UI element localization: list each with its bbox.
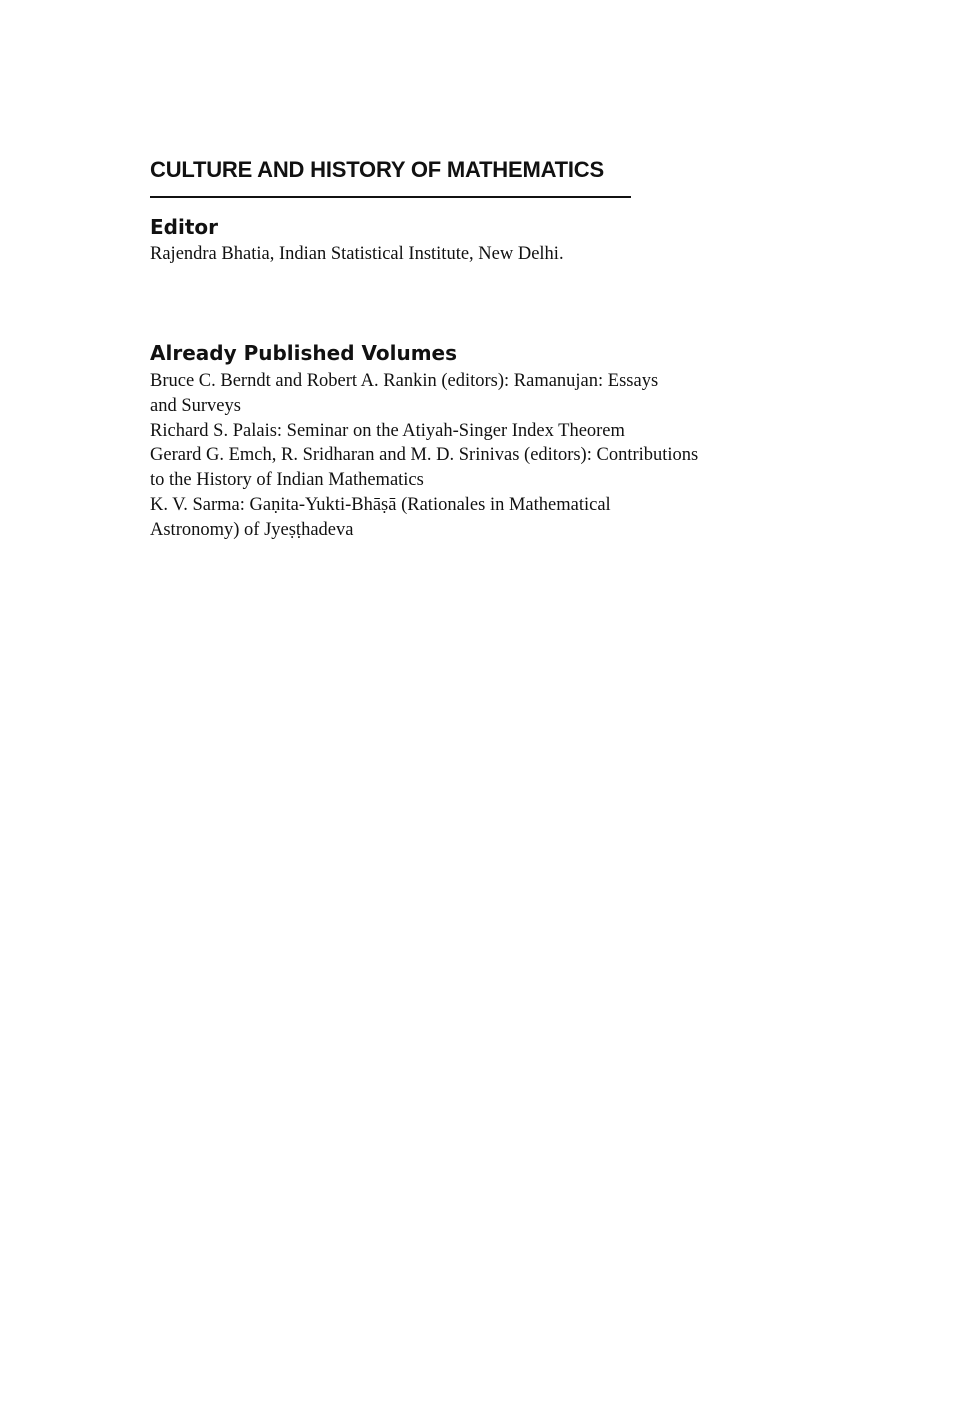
volume-line: to the History of Indian Mathematics	[150, 470, 424, 491]
volume-list	[150, 369, 698, 543]
volumes-heading: Already Published Volumes	[150, 341, 458, 365]
volume-line: Gerard G. Emch, R. Sridharan and M. D. Srinivas (editors): Contributions	[150, 445, 699, 466]
volume-line: Astronomy) of Jyeṣṭhadeva	[150, 519, 354, 540]
title-rule	[150, 196, 631, 198]
volume-item	[150, 369, 698, 419]
editor-heading: Editor	[150, 215, 218, 239]
volume-line: Bruce C. Berndt and Robert A. Rankin (editors): Ramanujan: Essays	[150, 371, 659, 391]
volume-item	[150, 493, 698, 543]
editor-name: Rajendra Bhatia, Indian Statistical Institute, New Delhi.	[150, 244, 564, 264]
volume-item	[150, 443, 698, 493]
series-title: CULTURE AND HISTORY OF MATHEMATICS	[150, 157, 604, 182]
volume-line: K. V. Sarma: Gaṇita-Yukti-Bhāṣā (Rationales in Mathematical	[150, 494, 611, 515]
volume-line: Richard S. Palais: Seminar on the Atiyah-Singer Index Theorem	[150, 420, 625, 441]
volume-item	[150, 419, 698, 444]
volume-line: and Surveys	[150, 395, 241, 416]
